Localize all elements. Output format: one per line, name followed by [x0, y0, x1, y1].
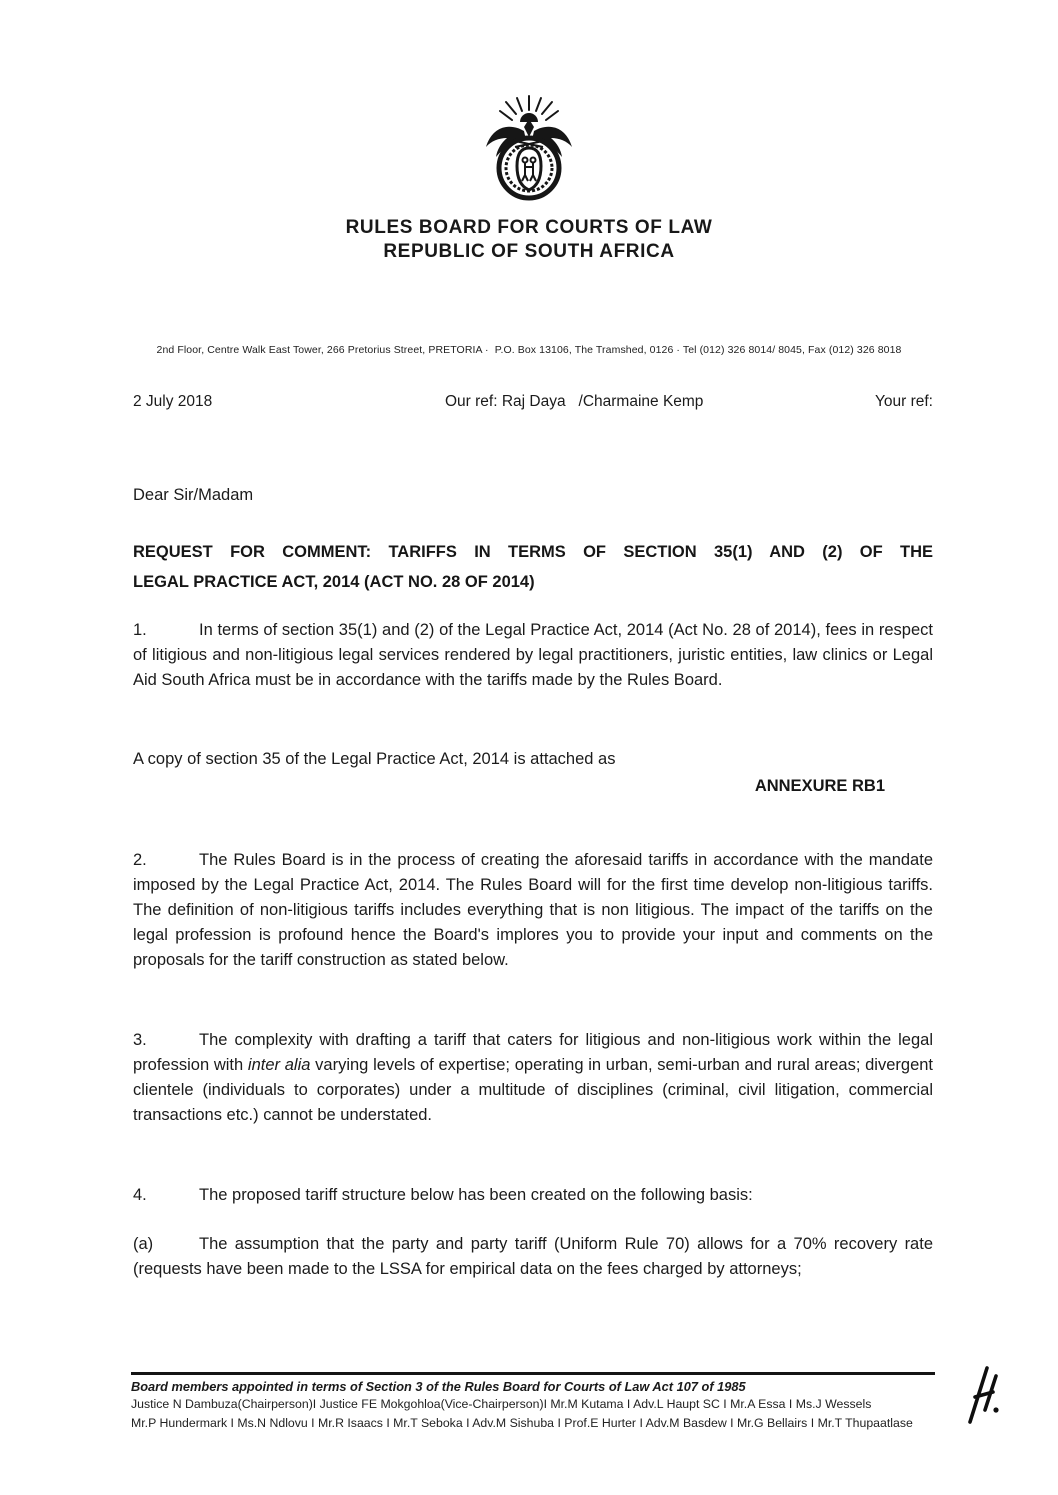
board-members-line1: Justice N Dambuza(Chairperson)I Justice FE Mokgohloa(Vice-Chairperson)I Mr.M Kutama I Adv.L Haupt SC I Mr.A Essa I Ms.J Wessels [131, 1397, 872, 1411]
paragraph-text: The Rules Board is in the process of creating the aforesaid tariffs in accordance with the mandate imposed by the Legal Practice Act, 2014. The Rules Board will for the first time develop non-litigious tariffs. The definition of non-litigious tariffs includes everything that is non litigious. The impact of the tariffs on the legal profession is profound hence the Board's implores you to provide your input and comments on the proposals for the tariff construction as stated below. [133, 851, 933, 969]
paragraph-text: In terms of section 35(1) and (2) of the Legal Practice Act, 2014 (Act No. 28 of 2014), fees in respect of litigious and non-litigious legal services rendered by legal practitioners, juristic entities, law clinics or Legal Aid South Africa must be in accordance with the tariffs made by the Rules Board. [133, 621, 933, 689]
subject-line1: REQUEST FOR COMMENT: TARIFFS IN TERMS OF SECTION 35(1) AND (2) OF THE [133, 543, 933, 561]
handwritten-mark [958, 1360, 1013, 1430]
paragraph-2 [133, 848, 933, 973]
latin-phrase: inter alia [247, 1056, 311, 1074]
paragraph-1 [133, 618, 933, 693]
letter-date: 2 July 2018 [133, 393, 213, 410]
reference-row [133, 393, 933, 415]
paragraph-text: The proposed tariff structure below has been created on the following basis: [199, 1186, 753, 1204]
our-ref: Our ref: Raj Daya /Charmaine Kemp [445, 393, 704, 410]
your-ref: Your ref: [874, 393, 933, 410]
coat-of-arms-logo [479, 94, 579, 208]
paragraph-4 [133, 1183, 933, 1208]
board-members-footer [131, 1372, 935, 1432]
paragraph-number: 1. [133, 621, 147, 639]
coat-of-arms-icon [479, 94, 579, 208]
paragraph-number: (a) [133, 1235, 154, 1253]
org-name-line1: RULES BOARD FOR COURTS OF LAW [345, 217, 713, 238]
paragraph-text: The assumption that the party and party tariff (Uniform Rule 70) allows for a 70% recovery rate (requests have been made to the LSSA for empirical data on the fees charged by attorneys; [133, 1235, 933, 1278]
footer-heading: Board members appointed in terms of Section 3 of the Rules Board for Courts of Law Act 107 of 1985 [131, 1379, 746, 1394]
paragraph-a [133, 1232, 933, 1282]
org-title [0, 216, 1058, 264]
subject-line2: LEGAL PRACTICE ACT, 2014 (ACT NO. 28 OF 2014) [133, 573, 535, 591]
paragraph-number: 2. [133, 851, 147, 869]
footer-divider [131, 1372, 935, 1375]
paragraph-text: The complexity with drafting a tariff that caters for litigious and non-litigious work within the legal profession with [133, 1031, 933, 1074]
letterhead-address: 2nd Floor, Centre Walk East Tower, 266 Pretorius Street, PRETORIA · P.O. Box 13106, The Tramshed, 0126 · Tel (012) 326 8014/ 8045, Fax (012) 326 8018 [156, 344, 902, 356]
paragraph-3 [133, 1028, 933, 1128]
attachment-sentence: A copy of section 35 of the Legal Practice Act, 2014 is attached as [133, 750, 616, 768]
annexure-label: ANNEXURE RB1 [754, 777, 885, 795]
paragraph-number: 3. [133, 1031, 147, 1049]
subject-heading [133, 537, 933, 597]
org-name-line2: REPUBLIC OF SOUTH AFRICA [383, 241, 675, 262]
salutation: Dear Sir/Madam [133, 486, 254, 504]
handwriting-icon [958, 1360, 1013, 1430]
board-members-line2: Mr.P Hundermark I Ms.N Ndlovu I Mr.R Isaacs I Mr.T Seboka I Adv.M Sishuba I Prof.E Hurter I Adv.M Basdew I Mr.G Bellairs I Mr.T Thupaatlase [131, 1415, 913, 1430]
paragraph-text: varying levels of expertise; operating in urban, semi-urban and rural areas; divergent clientele (individuals to corporates) under a multitude of disciplines (criminal, civil litigation, commercial transactions etc.) cannot be understated. [133, 1056, 934, 1124]
paragraph-number: 4. [133, 1186, 147, 1204]
